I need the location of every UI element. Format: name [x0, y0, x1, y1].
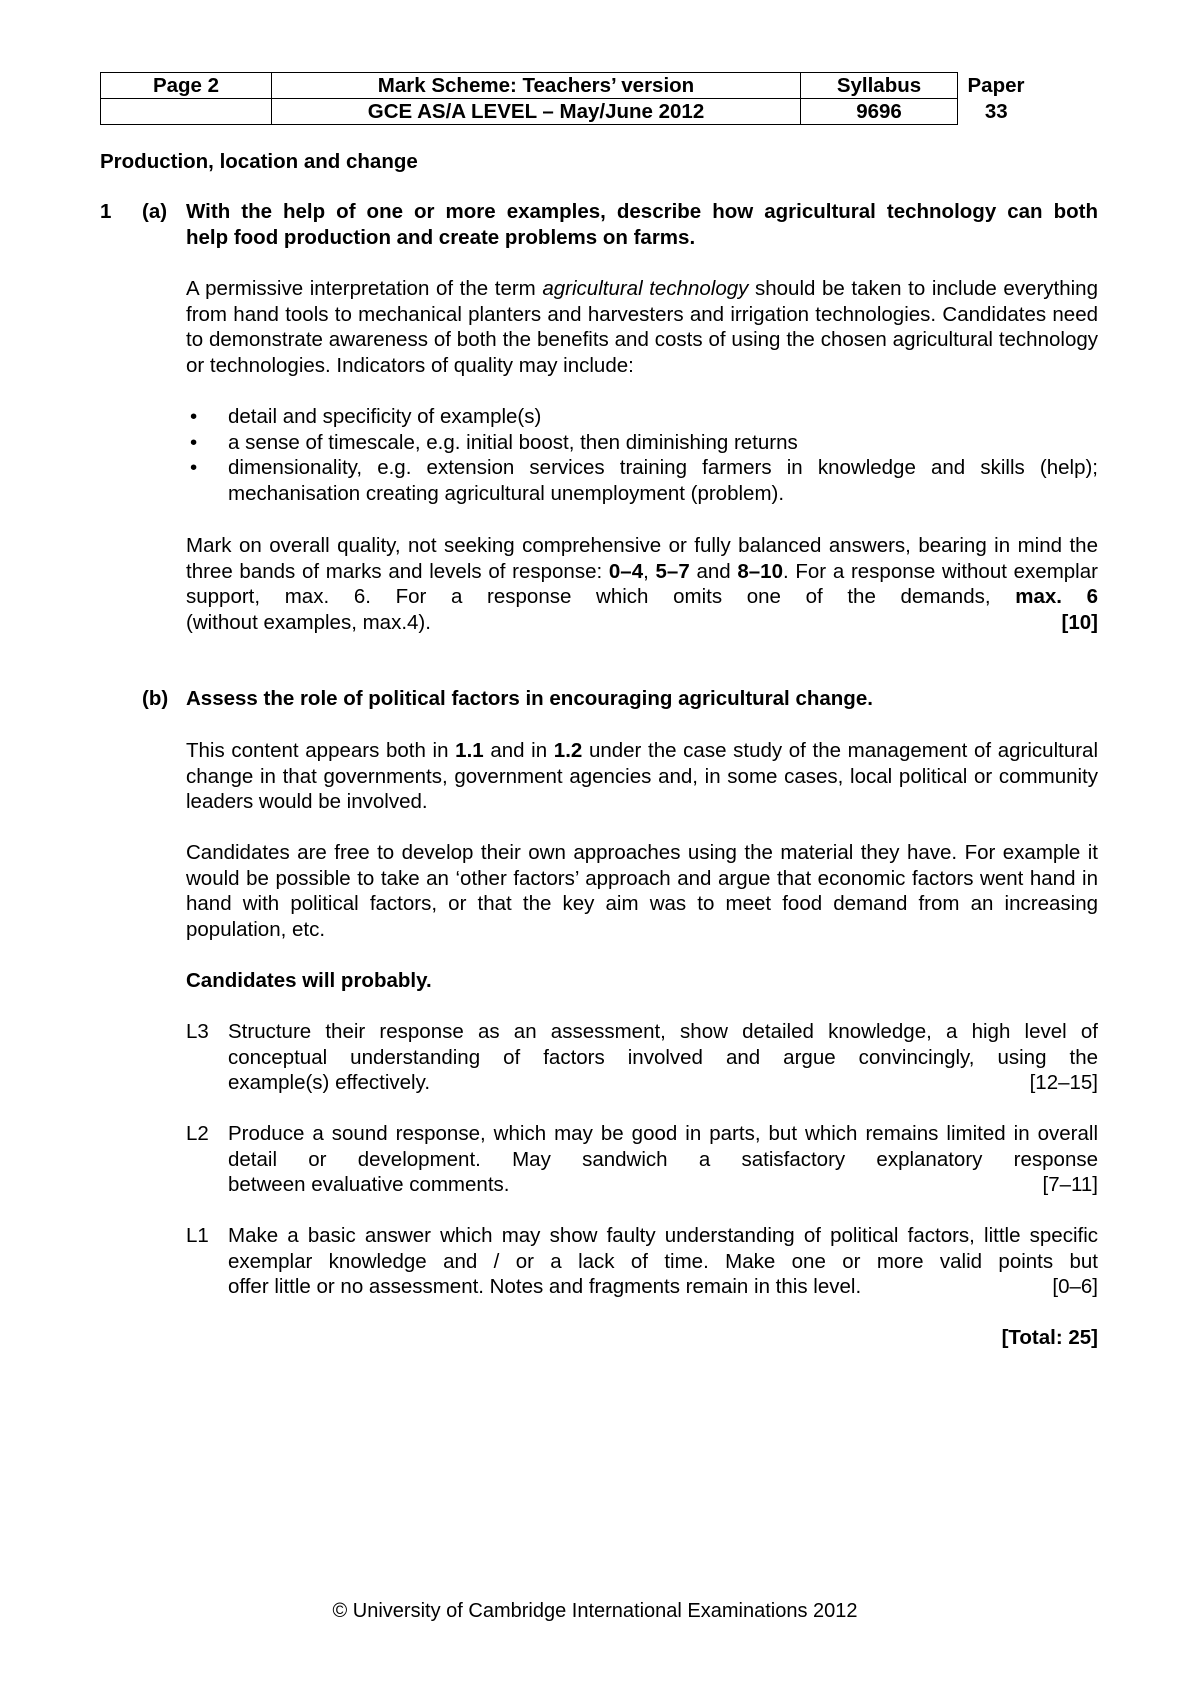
part-a-question-line1: With the help of one or more examples, describe how agricultural technology can both	[186, 200, 1098, 223]
intro-text-rest: should be taken to include everything from hand tools to mechanical planters and harvesters and irrigation technologies. Candidates need to demonstrate awareness of both the benefits and costs of using the chosen agricultural technology or technologies. Indicators of quality may include:	[186, 277, 1098, 377]
list-item: • a sense of timescale, e.g. initial boost, then diminishing returns	[190, 430, 798, 454]
syllabus-ref-2: 1.2	[553, 739, 583, 762]
syllabus-label: Syllabus	[801, 73, 958, 99]
list-item: • dimensionality, e.g. extension services training farmers in knowledge and skills (help); mechanisation creating agricultural unemployment (problem).	[190, 456, 1098, 505]
page-label: Page 2	[101, 73, 272, 99]
quality-indicators-list	[186, 404, 1098, 506]
level-label: L1	[186, 1224, 209, 1247]
exam-title: GCE AS/A LEVEL – May/June 2012	[272, 99, 801, 125]
intro-text: A permissive interpretation of the term	[186, 277, 543, 300]
part-b-label: (b)	[142, 687, 169, 710]
intro-term: agricultural technology	[542, 277, 749, 300]
level-descriptor: Produce a sound response, which may be good in parts, but which remains limited in overall detail or development. May sandwich a satisfactory explanatory response	[228, 1122, 1098, 1171]
section-title: Production, location and change	[100, 150, 418, 173]
level-marks: [12–15]	[1029, 1071, 1098, 1095]
copyright-footer: © University of Cambridge International Examinations 2012	[332, 1600, 858, 1622]
syllabus-ref-1: 1.1	[455, 739, 484, 762]
part-a-marking-guidance: Mark on overall quality, not seeking comprehensive or fully balanced answers, bearing in mind the three bands of marks and levels of response: 0–4, 5–7 and 8–10. For a response without exemplar support, max. 6. For a response which omits one of the demands, max. 6 (without examples, max.4). [10]	[186, 534, 1099, 634]
max-without-examples: (without examples, max.4).	[186, 610, 431, 634]
level-descriptor: Make a basic answer which may show faulty understanding of political factors, little specific exemplar knowledge and / or a lack of time. Make one or more valid points but	[228, 1224, 1098, 1273]
list-item: • detail and specificity of example(s)	[190, 405, 542, 428]
total-marks: [Total: 25]	[1001, 1326, 1098, 1349]
paper-number: 33	[984, 100, 1008, 123]
question-number: 1	[100, 200, 112, 223]
syllabus-code: 9696	[801, 99, 958, 125]
part-b-approaches: Candidates are free to develop their own approaches using the material they have. For example it would be possible to take an ‘other factors’ approach and argue that economic factors went hand in hand with political factors, or that the key aim was to meet food demand from an increasing population, etc.	[186, 841, 1098, 941]
band-1: 0–4	[608, 559, 644, 583]
part-b-question: Assess the role of political factors in encouraging agricultural change.	[186, 687, 873, 710]
level-3: L3 Structure their response as an assessment, show detailed knowledge, a high level of conceptual understanding of factors involved and argue convincingly, using the example(s) effectively. [12–15]	[186, 1020, 1098, 1095]
band-3: 8–10	[737, 559, 783, 583]
level-1: L1 Make a basic answer which may show faulty understanding of political factors, little specific exemplar knowledge and / or a lack of time. Make one or more valid points but offer little or no assessment. Notes and fragments remain in this level. [0–6]	[186, 1224, 1098, 1299]
candidates-will-probably: Candidates will probably.	[186, 969, 432, 992]
level-marks: [0–6]	[1052, 1275, 1098, 1299]
level-label: L2	[186, 1122, 209, 1145]
part-a-question	[186, 199, 1098, 250]
part-a-question-line2: help food production and create problems on farms.	[186, 225, 696, 249]
part-a-marks: [10]	[1061, 610, 1098, 634]
bullet-icon: •	[190, 456, 198, 480]
part-a-intro	[186, 276, 1098, 378]
level-label: L3	[186, 1020, 209, 1043]
part-b-content-note: This content appears both in 1.1 and in 1.2 under the case study of the management of agricultural change in that governments, government agencies and, in some cases, local political or community leaders would be involved.	[186, 739, 1099, 814]
level-descriptor: Structure their response as an assessment, show detailed knowledge, a high level of conceptual understanding of factors involved and argue convincingly, using the	[228, 1020, 1098, 1069]
paper-label: Paper	[967, 74, 1025, 97]
part-a-label: (a)	[142, 200, 168, 223]
header-table	[100, 72, 1035, 125]
bullet-icon: •	[190, 430, 198, 454]
level-marks: [7–11]	[1042, 1173, 1098, 1197]
empty-cell	[101, 99, 272, 125]
level-2: L2 Produce a sound response, which may be good in parts, but which remains limited in overall detail or development. May sandwich a satisfactory explanatory response between evaluative comments. [7–11]	[186, 1122, 1098, 1197]
band-2: 5–7	[655, 559, 690, 583]
bullet-icon: •	[190, 405, 198, 428]
document-title: Mark Scheme: Teachers’ version	[272, 73, 801, 99]
max-mark-note: max. 6	[1015, 585, 1099, 609]
